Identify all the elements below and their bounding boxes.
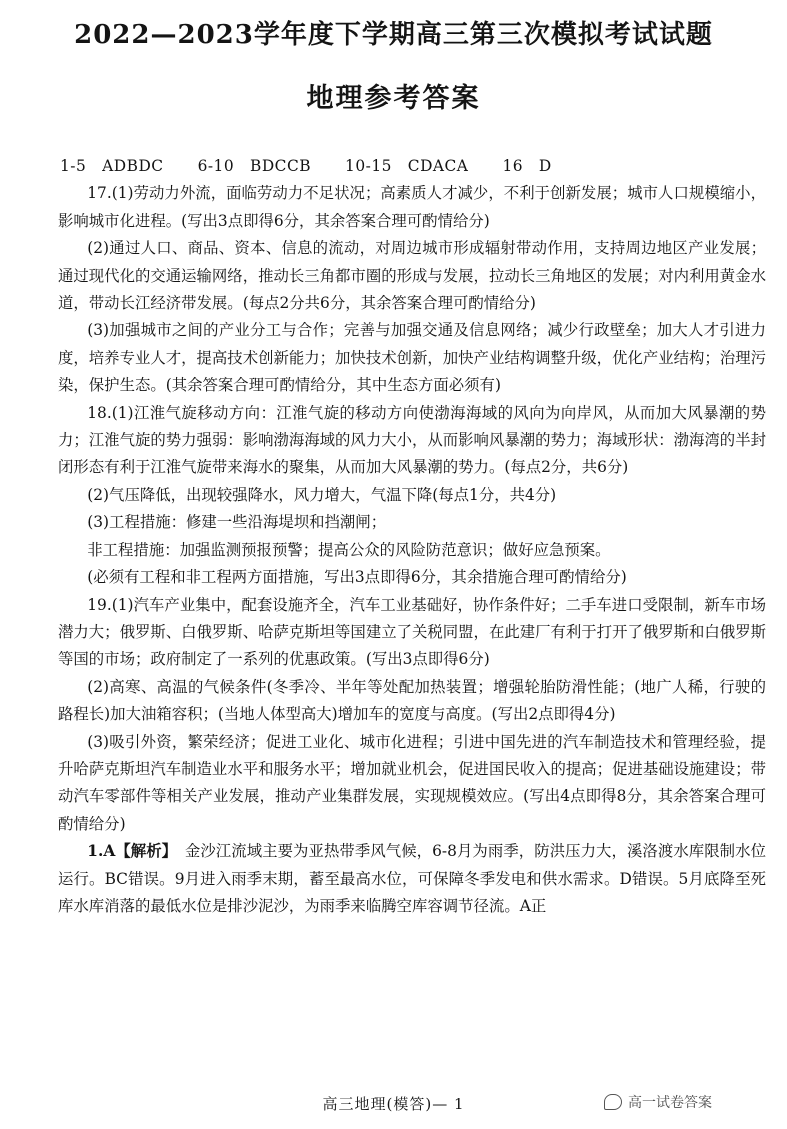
mc-group-10-15: 10-15 CDACA (345, 157, 469, 175)
q18-part-3-note: (必须有工程和非工程两方面措施，写出3点即得6分，其余措施合理可酌情给分) (87, 568, 627, 587)
q1-explanation-tag: 1.A【解析】 (87, 842, 170, 861)
q18-part-1: 18.(1)江淮气旋移动方向：江淮气旋的移动方向使渤海海域的风向为向岸风，从而加大风暴潮的势力；江淮气旋的势力强弱：影响渤海海域的风力大小，从而影响风暴潮的势力；海域形状：渤海湾的半封闭形态有利于江淮气旋带来海水的聚集，从而加大风暴潮的势力。(每点2分，共6分) (58, 403, 766, 477)
subject-title: 地理参考答案 (306, 83, 481, 114)
q19-part-3: (3)吸引外资，繁荣经济；促进工业化、城市化进程；引进中国先进的汽车制造技术和管理经验，提升哈萨克斯坦汽车制造业水平和服务水平；增加就业机会，促进国民收入的提高；促进基础设施建设；带动汽车零部件等相关产业发展，推动产业集群发展，实现规模效应。(写出4点即得8分，其余答案合理可酌情给分) (58, 732, 766, 833)
mc-group-1-5: 1-5 ADBDC (60, 157, 164, 175)
chat-bubble-icon (604, 1094, 622, 1110)
q17-part-3: (3)加强城市之间的产业分工与合作；完善与加强交通及信息网络；减少行政壁垒；加大人才引进力度，培养专业人才，提高技术创新能力；加快技术创新，加快产业结构调整升级，优化产业结构；治理污染，保护生态。(其余答案合理可酌情给分，其中生态方面必须有) (58, 321, 766, 395)
q19-part-2: (2)高寒、高温的气候条件(冬季冷、半年等处配加热装置；增强轮胎防滑性能；(地广人稀，行驶的路程长)加大油箱容积；(当地人体型高大)增加车的宽度与高度。(写出2点即得4分) (58, 677, 766, 724)
page-footer: 高三地理(模答)— 1 (322, 1095, 465, 1113)
q17-part-1: 17.(1)劳动力外流，面临劳动力不足状况；高素质人才减少，不利于创新发展；城市人口规模缩小，影响城市化进程。(写出3点即得6分，其余答案合理可酌情给分) (58, 184, 766, 230)
q18-part-3: (3)工程措施：修建一些沿海堤坝和挡潮闸； (87, 513, 387, 532)
watermark-text: 高一试卷答案 (628, 1095, 712, 1111)
watermark (604, 1088, 764, 1116)
multiple-choice-answers (58, 153, 766, 180)
q17-part-2: (2)通过人口、商品、资本、信息的流动，对周边城市形成辐射带动作用，支持周边地区产业发展；通过现代化的交通运输网络，推动长三角都市圈的形成与发展，拉动长三角地区的发展；对内利用黄金水道，带动长江经济带发展。(每点2分共6分，其余答案合理可酌情给分) (58, 239, 766, 313)
exam-title: 2022—2023学年度下学期高三第三次模拟考试试题 (74, 20, 713, 50)
q1-explanation-text: 金沙江流域主要为亚热带季风气候，6-8月为雨季，防洪压力大，溪洛渡水库限制水位运行。BC错误。9月进入雨季末期，蓄至最高水位，可保障冬季发电和供水需求。D错误。5月底降至死库水库消落的最低水位是排沙泥沙，为雨季来临腾空库容调节径流。A正 (58, 842, 766, 915)
mc-group-6-10: 6-10 BDCCB (197, 157, 312, 175)
mc-group-16: 16 D (502, 157, 552, 175)
q19-part-1: 19.(1)汽车产业集中，配套设施齐全，汽车工业基础好，协作条件好；二手车进口受限制，新车市场潜力大；俄罗斯、白俄罗斯、哈萨克斯坦等国建立了关税同盟，在此建厂有利于打开了俄罗斯和白俄罗斯等国的市场；政府制定了一系列的优惠政策。(写出3点即得6分) (58, 595, 766, 669)
q1-explanation (58, 838, 766, 920)
answer-body (58, 153, 766, 920)
q18-part-2: (2)气压降低，出现较强降水，风力增大，气温下降(每点1分，共4分) (87, 485, 557, 504)
q18-part-3-nonengineering: 非工程措施：加强监测预报预警；提高公众的风险防范意识；做好应急预案。 (87, 540, 611, 559)
